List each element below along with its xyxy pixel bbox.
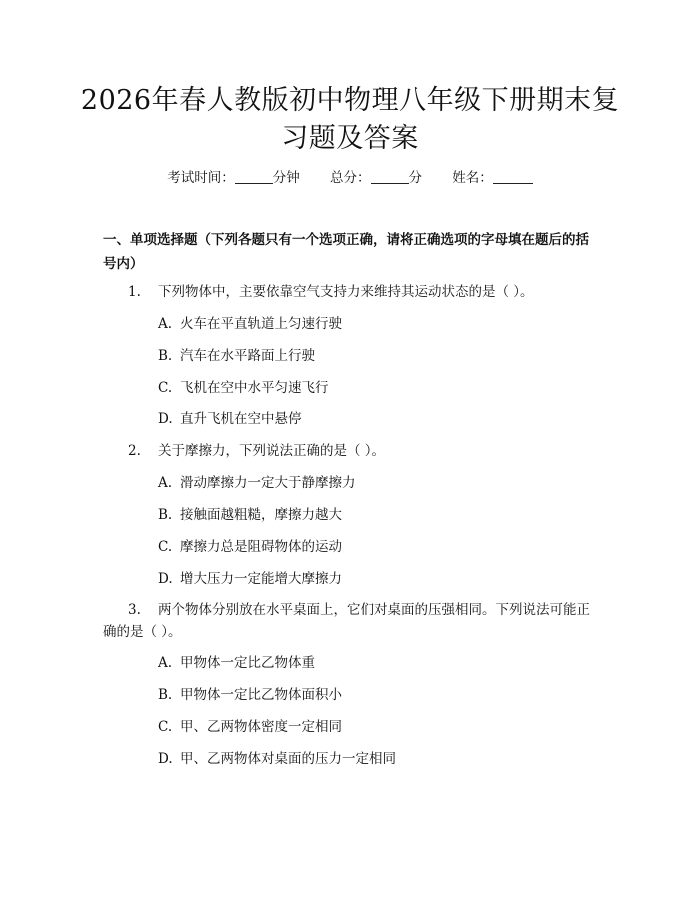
document-title-line2: 习题及答案 (281, 123, 419, 154)
question-number: 3. (128, 602, 141, 618)
section-heading: 一、单项选择题（下列各题只有一个选项正确，请将正确选项的字母填在题后的括号内） (103, 232, 589, 272)
option-letter: B. (158, 507, 173, 523)
option-letter: D. (158, 751, 173, 767)
question-1-option-b (158, 345, 315, 367)
question-text: 关于摩擦力，下列说法正确的是（ ）。 (158, 443, 386, 459)
question-text-line2: 确的是（ ）。 (103, 624, 182, 640)
question-1-option-d (158, 408, 302, 430)
exam-time-unit: 分钟 (272, 170, 300, 186)
exam-name-field (452, 168, 533, 188)
option-letter: D. (158, 411, 173, 427)
exam-time-label: 考试时间： (167, 170, 235, 186)
exam-score-field (330, 168, 422, 188)
question-3-continuation (103, 621, 583, 643)
question-3-option-c (158, 716, 342, 738)
exam-name-label: 姓名： (452, 170, 493, 186)
option-letter: C. (158, 539, 173, 555)
option-letter: A. (158, 316, 173, 332)
question-text: 下列物体中，主要依靠空气支持力来维持其运动状态的是（ ）。 (158, 284, 534, 300)
option-text: 摩擦力总是阻碍物体的运动 (180, 539, 342, 555)
question-2-option-a (158, 472, 356, 494)
option-text: 甲、乙两物体对桌面的压力一定相同 (180, 751, 396, 767)
exam-time-field (167, 168, 300, 188)
option-text: 飞机在空中水平匀速飞行 (180, 380, 329, 396)
option-text: 甲、乙两物体密度一定相同 (180, 719, 342, 735)
question-1 (128, 281, 598, 303)
question-3-option-b (158, 684, 342, 706)
exam-score-label: 总分： (330, 170, 371, 186)
document-title-line1: 2026年春人教版初中物理八年级下册期末复 (80, 85, 620, 116)
question-2-option-b (158, 504, 342, 526)
option-letter: D. (158, 571, 173, 587)
option-text: 滑动摩擦力一定大于静摩擦力 (180, 475, 356, 491)
question-3 (128, 599, 608, 621)
exam-name-blank (493, 169, 533, 184)
question-2-option-d (158, 568, 342, 590)
option-text: 甲物体一定比乙物体面积小 (180, 687, 342, 703)
option-text: 火车在平直轨道上匀速行驶 (180, 316, 342, 332)
option-text: 汽车在水平路面上行驶 (180, 348, 315, 364)
question-1-option-c (158, 377, 329, 399)
option-letter: C. (158, 380, 173, 396)
exam-info (0, 168, 700, 188)
option-letter: C. (158, 719, 173, 735)
option-letter: B. (158, 348, 173, 364)
exam-score-unit: 分 (408, 170, 422, 186)
question-2 (128, 440, 598, 462)
option-letter: A. (158, 655, 173, 671)
option-text: 接触面越粗糙，摩擦力越大 (180, 507, 342, 523)
question-text-line1: 两个物体分别放在水平桌面上，它们对桌面的压强相同。下列说法可能正 (158, 602, 590, 618)
question-3-option-d (158, 748, 396, 770)
question-1-option-a (158, 313, 342, 335)
option-letter: B. (158, 687, 173, 703)
exam-score-blank (371, 169, 409, 184)
question-3-option-a (158, 652, 315, 674)
question-number: 2. (128, 443, 141, 459)
question-2-option-c (158, 536, 342, 558)
option-letter: A. (158, 475, 173, 491)
exam-time-blank (235, 169, 273, 184)
question-number: 1. (128, 284, 141, 300)
option-text: 甲物体一定比乙物体重 (180, 655, 315, 671)
option-text: 直升飞机在空中悬停 (180, 411, 302, 427)
option-text: 增大压力一定能增大摩擦力 (180, 571, 342, 587)
